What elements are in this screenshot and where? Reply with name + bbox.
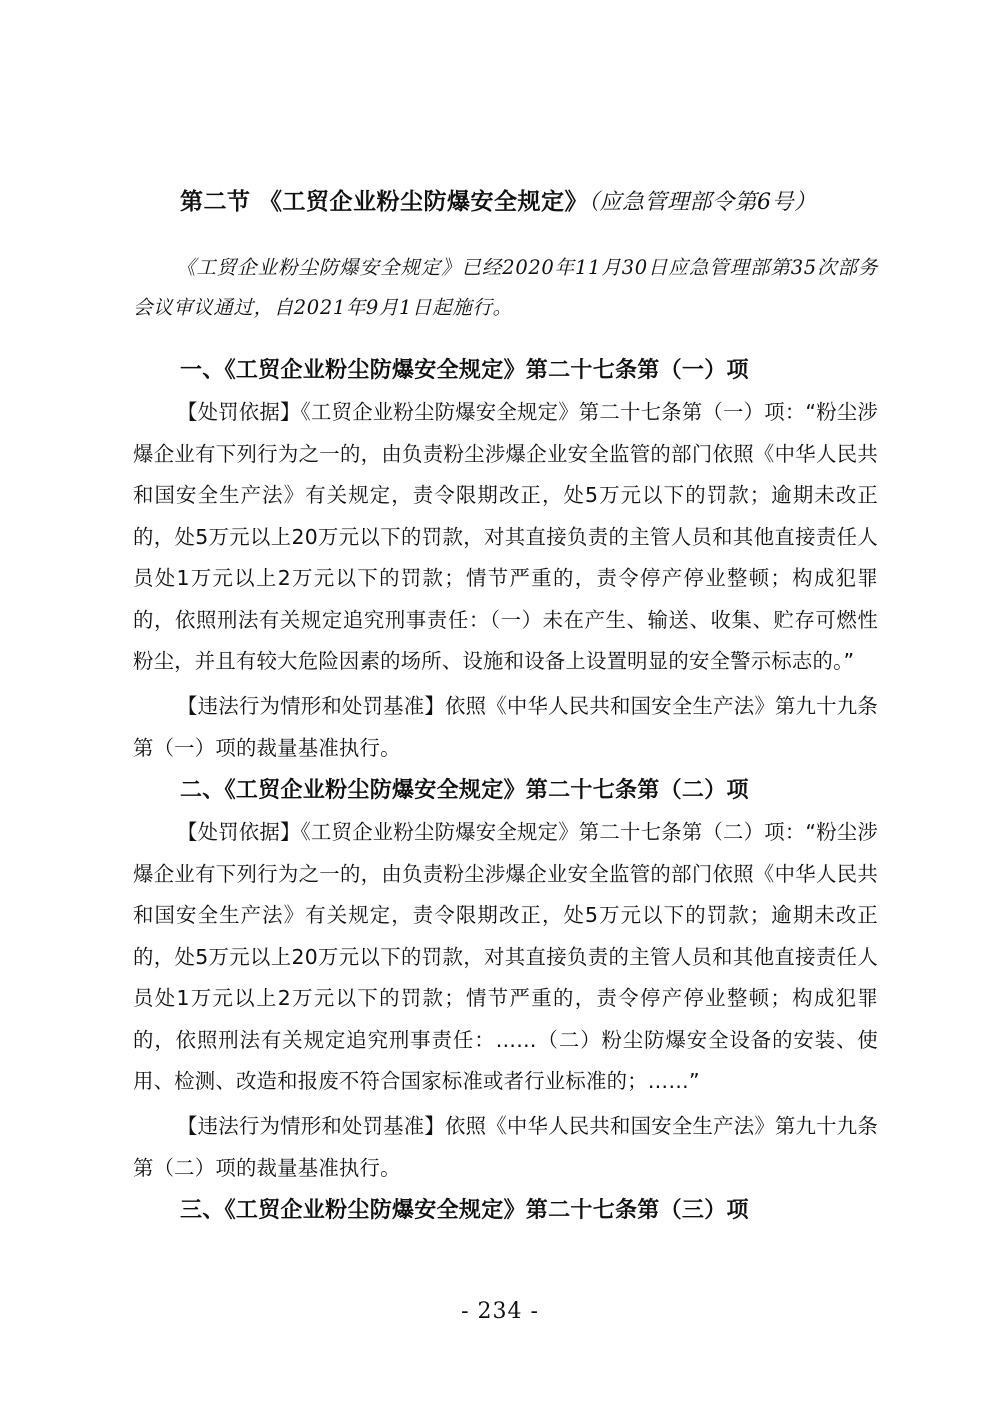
item-heading-3: 三、《工贸企业粉尘防爆安全规定》第二十七条第（三）项	[180, 1197, 749, 1223]
item-heading-2: 二、《工贸企业粉尘防爆安全规定》第二十七条第（二）项	[180, 777, 749, 803]
penalty-basis-2: 【处罚依据】《工贸企业粉尘防爆安全规定》第二十七条第（二）项：“粉尘涉爆企业有下列行为之一的，由负责粉尘涉爆企业安全监管的部门依照《中华人民共和国安全生产法》有关规定，责令限期改正，处5万元以下的罚款；逾期未改正的，处5万元以上20万元以下的罚款，对其直接负责的主管人员和其他直接责任人员处1万元以上2万元以下的罚款；情节严重的，责令停产停业整顿；构成犯罪的，依照刑法有关规定追究刑事责任：……（二）粉尘防爆安全设备的安装、使用、检测、改造和报废不符合国家标准或者行业标准的；……”	[133, 820, 878, 1093]
item-heading-1: 一、《工贸企业粉尘防爆安全规定》第二十七条第（一）项	[180, 357, 749, 383]
section-title	[180, 184, 880, 221]
penalty-basis-1: 【处罚依据】《工贸企业粉尘防爆安全规定》第二十七条第（一）项：“粉尘涉爆企业有下列行为之一的，由负责粉尘涉爆企业安全监管的部门依照《中华人民共和国安全生产法》有关规定，责令限期改正，处5万元以下的罚款；逾期未改正的，处5万元以上20万元以下的罚款，对其直接负责的主管人员和其他直接责任人员处1万元以上2万元以下的罚款；情节严重的，责令停产停业整顿；构成犯罪的，依照刑法有关规定追究刑事责任：（一）未在产生、输送、收集、贮存可燃性粉尘，并且有较大危险因素的场所、设施和设备上设置明显的安全警示标志的。”	[133, 400, 878, 673]
page-number: - 234 -	[461, 1299, 539, 1324]
penalty-standard-1: 【违法行为情形和处罚基准】依照《中华人民共和国安全生产法》第九十九条第（一）项的裁量基准执行。	[133, 694, 878, 760]
section-subtitle: （应急管理部令第6号）	[588, 190, 817, 215]
intro-paragraph: 《工贸企业粉尘防爆安全规定》已经2020年11月30日应急管理部第35次部务会议审议通过，自2021年9月1日起施行。	[133, 256, 878, 319]
section-title-text: 第二节 《工贸企业粉尘防爆安全规定》	[180, 188, 589, 215]
penalty-standard-2: 【违法行为情形和处罚基准】依照《中华人民共和国安全生产法》第九十九条第（二）项的裁量基准执行。	[133, 1114, 878, 1180]
